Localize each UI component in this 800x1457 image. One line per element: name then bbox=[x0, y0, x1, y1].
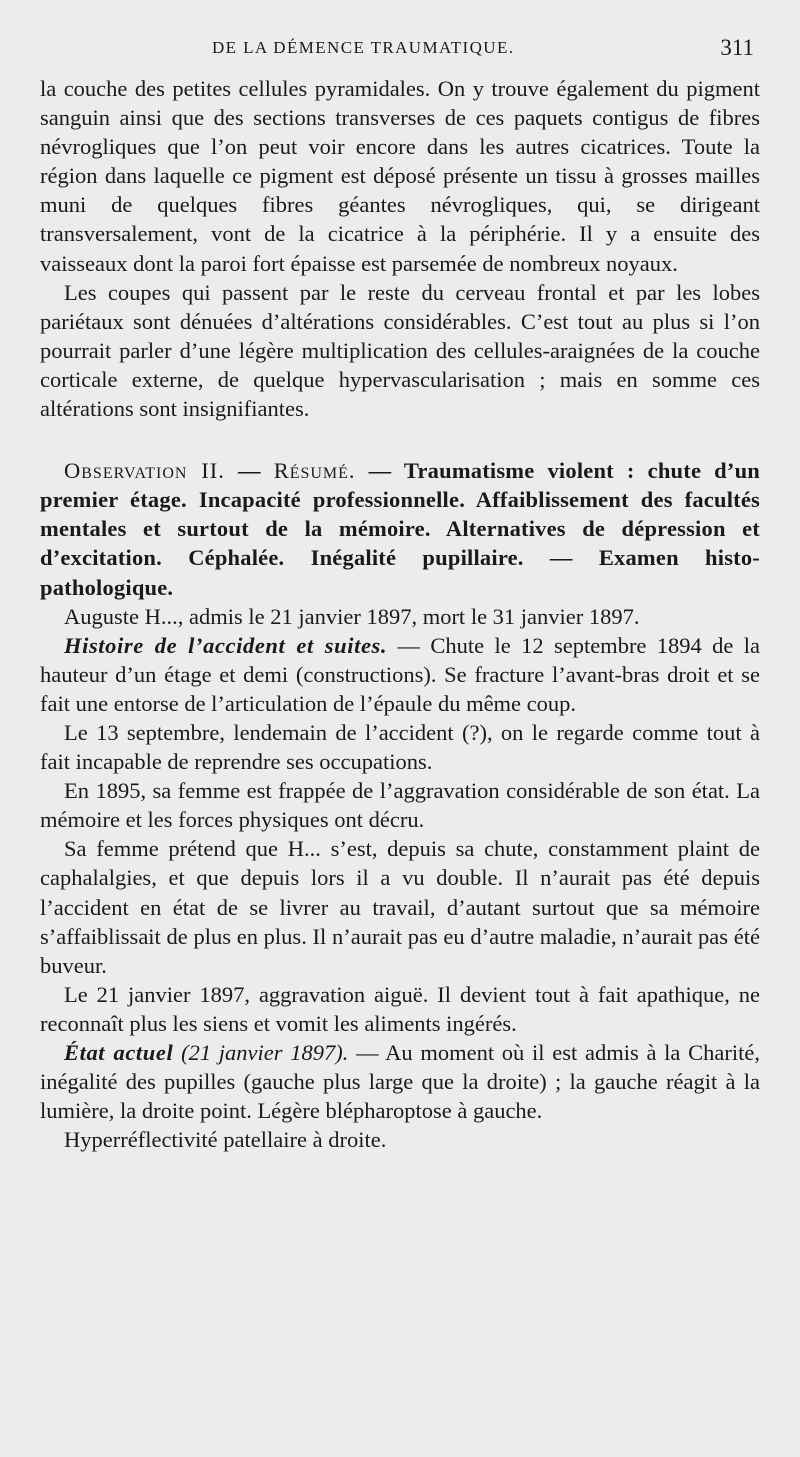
history-text: — Chute le 12 septembre 1894 de la hauteur d’un étage et demi (constructions). Se fracture l’avant-bras droit et se fait une entorse de l’articulation de l’épaule du même coup. bbox=[40, 632, 761, 716]
paragraph-spacer bbox=[40, 423, 760, 456]
paragraph-1895: En 1895, sa femme est frappée de l’aggravation considérable de son état. La mémoire et les forces physiques ont décru. bbox=[40, 778, 760, 833]
history-heading: Histoire de l’accident et suites. bbox=[64, 632, 388, 658]
page-number: 311 bbox=[720, 35, 754, 60]
paragraph-hyperreflexia: Hyperréflectivité patellaire à droite. bbox=[64, 1127, 387, 1153]
state-date: (21 janvier 1897). bbox=[181, 1040, 349, 1065]
accident-history bbox=[40, 631, 760, 718]
patient-admission: Auguste H..., admis le 21 janvier 1897, mort le 31 janvier 1897. bbox=[64, 603, 640, 629]
observation-heading bbox=[40, 456, 760, 601]
state-heading: État actuel bbox=[64, 1040, 174, 1065]
paragraph-pathology-continued: la couche des petites cellules pyramidales. On y trouve également du pigment sanguin ainsi que des sections transverses de ces paquets contigus de fibres névrogliques que l’on peut voir encore dans les autres cicatrices. Toute la région dans laquelle ce pigment est déposé présente un tissu à grosses mailles muni de quelques fibres géantes névrogliques, qui, se dirigeant transversalement, vont de la cicatrice à la périphérie. Il y a ensuite des vaisseaux dont la paroi fort épaisse est parsemée de nombreux noyaux. bbox=[40, 76, 760, 276]
body-text bbox=[40, 74, 760, 1154]
observation-dash: — bbox=[224, 458, 274, 484]
paragraph-frontal-parietal-sections: Les coupes qui passent par le reste du cerveau frontal et par les lobes pariétaux sont dénuées d’altérations considérables. C’est tout au plus si l’on pourrait parler d’une légère multiplication des cellules-araignées de la couche corticale externe, de quelque hypervascularisation ; mais en somme ces altérations sont insignifiantes. bbox=[40, 279, 760, 422]
paragraph-september-13: Le 13 septembre, lendemain de l’accident (?), on le regarde comme tout à fait incapable de reprendre ses occupations. bbox=[40, 719, 760, 775]
paragraph-wife-report: Sa femme prétend que H... s’est, depuis sa chute, constamment plaint de caphalalgies, et que depuis lors il a vu double. Il n’aurait pas été depuis l’accident en état de se livrer au travail, d’autant surtout que sa mémoire s’affaiblissait de plus en plus. Il n’aurait pas eu d’autre maladie, n’aurait pas été buveur. bbox=[40, 836, 760, 978]
state-text: — Au moment où il est admis à la Charité, inégalité des pupilles (gauche plus large que la droite) ; la gauche réagit à la lumière, la droite point. Légère blépharoptose à gauche. bbox=[40, 1040, 761, 1124]
observation-label: Observation II. bbox=[64, 458, 225, 484]
current-state bbox=[40, 1038, 760, 1125]
observation-summary-label: Résumé. bbox=[273, 458, 356, 484]
running-head: DE LA DÉMENCE TRAUMATIQUE. bbox=[212, 38, 515, 57]
observation-summary: — Traumatisme violent : chute d’un premier étage. Incapacité professionnelle. Affaiblissement des facultés mentales et surtout de la mémoire. Alternatives de dépression et d’excitation. Céphalée. Inégalité pupillaire. — Examen histo-pathologique. bbox=[40, 458, 760, 600]
paragraph-january-21: Le 21 janvier 1897, aggravation aiguë. Il devient tout à fait apathique, ne reconnaît plus les siens et vomit les aliments ingérés. bbox=[40, 981, 760, 1036]
page-header bbox=[40, 35, 760, 68]
